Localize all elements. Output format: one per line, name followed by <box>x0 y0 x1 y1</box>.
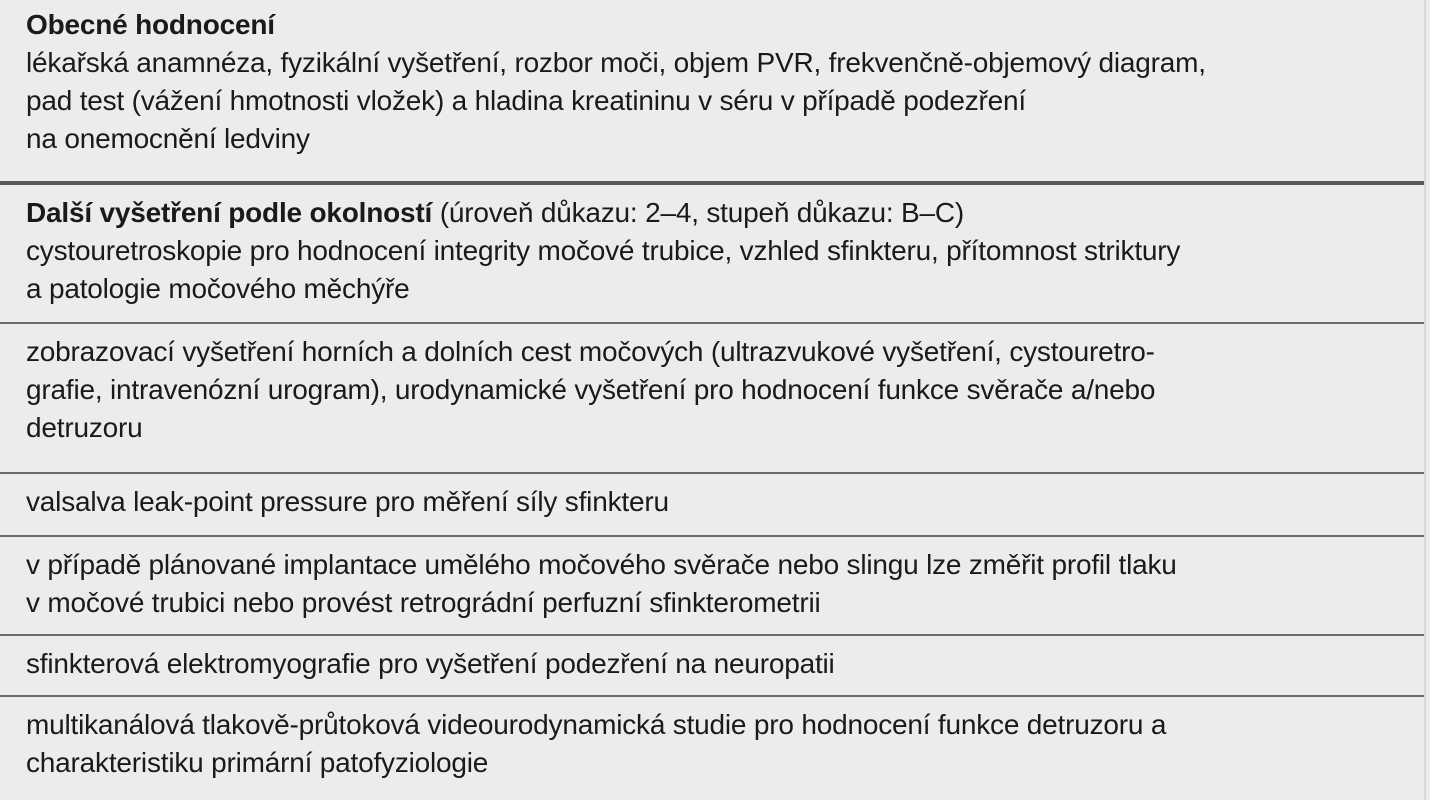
table-row-further-examinations <box>0 188 1430 321</box>
row-text-line: cystouretroskopie pro hodnocení integrity močové trubice, vzhled sfinkteru, přítomnost striktury <box>26 235 1181 266</box>
table-row <box>0 639 1430 694</box>
row-divider-thick <box>0 181 1424 185</box>
row-divider <box>0 695 1424 697</box>
table-row <box>0 327 1430 472</box>
row-text-line: multikanálová tlakově-průtoková videourodynamická studie pro hodnocení funkce detruzoru a <box>26 709 1167 740</box>
row-text-line: charakteristiku primární patofyziologie <box>26 747 489 778</box>
row-text-line: v případě plánované implantace umělého močového svěrače nebo slingu lze změřit profil tlaku <box>26 549 1177 580</box>
row-text-line: lékařská anamnéza, fyzikální vyšetření, rozbor moči, objem PVR, frekvenčně-objemový diagram, <box>26 47 1206 78</box>
row-text-line: v močové trubici nebo provést retrográdní perfuzní sfinkterometrii <box>26 587 821 618</box>
row-divider <box>0 322 1424 324</box>
table-row-general-assessment <box>0 0 1430 181</box>
row-text-line: detruzoru <box>26 412 143 443</box>
row-heading: Další vyšetření podle okolností <box>26 197 433 228</box>
row-text-line: grafie, intravenózní urogram), urodynamické vyšetření pro hodnocení funkce svěrače a/nebo <box>26 374 1156 405</box>
row-text-line: zobrazovací vyšetření horních a dolních cest močových (ultrazvukové vyšetření, cystouretro- <box>26 336 1155 367</box>
evidence-note: (úroveň důkazu: 2–4, stupeň důkazu: B–C) <box>432 197 965 228</box>
row-text-line: valsalva leak-point pressure pro měření síly sfinkteru <box>26 486 669 517</box>
row-divider <box>0 634 1424 636</box>
row-heading-line <box>26 194 1416 232</box>
row-text-line: na onemocnění ledviny <box>26 123 310 154</box>
row-text-line: sfinkterová elektromyografie pro vyšetření podezření na neuropatii <box>26 648 835 679</box>
table-row <box>0 540 1430 635</box>
row-heading: Obecné hodnocení <box>26 9 275 40</box>
table-row <box>0 700 1430 800</box>
row-text-line: a patologie močového měchýře <box>26 273 410 304</box>
row-divider <box>0 472 1424 474</box>
table-row <box>0 477 1430 534</box>
table-right-edge <box>1424 0 1426 800</box>
row-divider <box>0 535 1424 537</box>
row-text-line: pad test (vážení hmotnosti vložek) a hladina kreatininu v séru v případě podezření <box>26 85 1026 116</box>
